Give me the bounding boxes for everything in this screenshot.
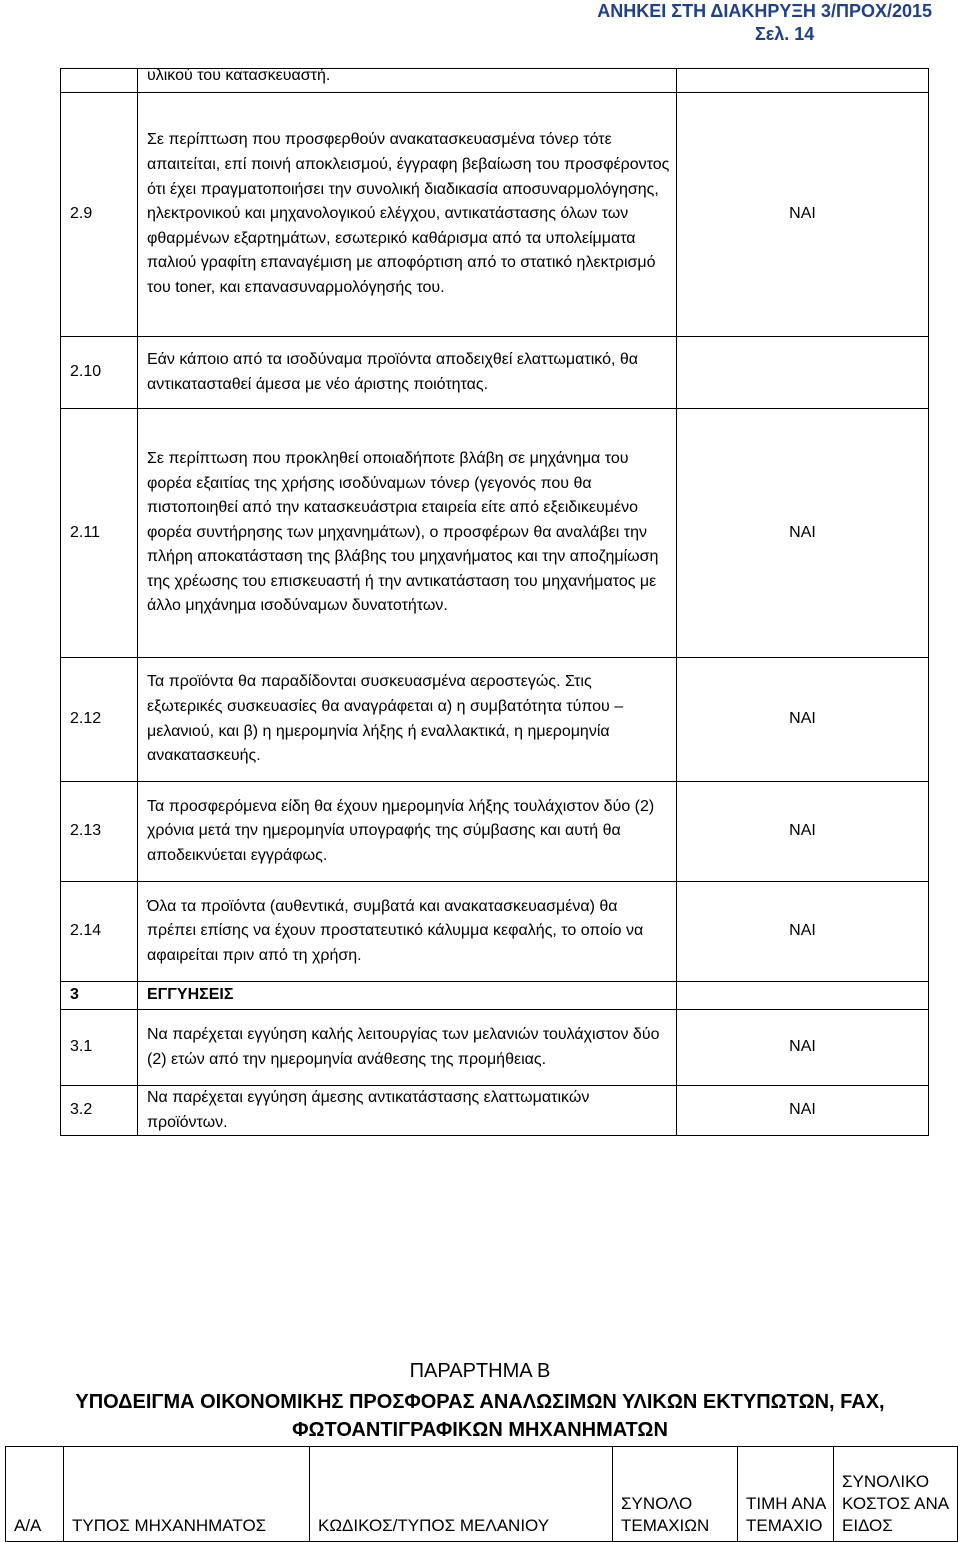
table-row xyxy=(61,658,929,782)
row-number: 2.9 xyxy=(61,93,138,337)
row-number: 2.13 xyxy=(61,782,138,882)
column-header-total-cost: ΣΥΝΟΛΙΚΟ ΚΟΣΤΟΣ ΑΝΑ ΕΙΔΟΣ xyxy=(834,1447,958,1542)
table-row xyxy=(61,69,929,93)
section-number: 3 xyxy=(61,982,138,1010)
row-number: 3.2 xyxy=(61,1086,138,1136)
tender-reference: ΑΝΗΚΕΙ ΣΤΗ ΔΙΑΚΗΡΥΞΗ 3/ΠΡΟΧ/2015 xyxy=(597,1,932,21)
annex-title: ΠΑΡΑΡΤΗΜΑ Β xyxy=(409,1360,551,1382)
row-answer xyxy=(677,337,929,409)
row-text: Τα προϊόντα θα παραδίδονται συσκευασμένα αεροστεγώς. Στις εξωτερικές συσκευασίες θα αναγράφεται α) η συμβατότητα τύπου – μελανιού, και β) η ημερομηνία λήξης ή εναλλακτικά, η ημερομηνία ανακατασκευής. xyxy=(138,658,677,782)
table-row xyxy=(61,1086,929,1136)
table-row xyxy=(61,1010,929,1086)
table-header-row xyxy=(6,1447,958,1542)
row-number: 2.14 xyxy=(61,882,138,982)
row-answer: ΝΑΙ xyxy=(677,1010,929,1086)
row-text: Τα προσφερόμενα είδη θα έχουν ημερομηνία λήξης τουλάχιστον δύο (2) χρόνια μετά την ημερομηνία υπογραφής της σύμβασης και αυτή θα αποδεικνύεται εγγράφως. xyxy=(138,782,677,882)
column-header-aa: Α/Α xyxy=(6,1447,64,1542)
row-text: υλικού του κατασκευαστή. xyxy=(138,69,677,93)
row-text: Όλα τα προϊόντα (αυθεντικά, συμβατά και ανακατασκευασμένα) θα πρέπει επίσης να έχουν προστατευτικό κάλυμμα κεφαλής, το οποίο να αφαιρείται πριν από τη χρήση. xyxy=(138,882,677,982)
row-answer xyxy=(677,69,929,93)
row-answer: ΝΑΙ xyxy=(677,93,929,337)
row-answer: ΝΑΙ xyxy=(677,882,929,982)
row-answer: ΝΑΙ xyxy=(677,658,929,782)
table-row xyxy=(61,93,929,337)
specifications-table xyxy=(60,68,929,1136)
row-text: Σε περίπτωση που προκληθεί οποιαδήποτε βλάβη σε μηχάνημα του φορέα εξαιτίας της χρήσης ισοδύναμων τόνερ (γεγονός που θα πιστοποιηθεί από την κατασκευάστρια εταιρεία είτε από εξειδικευμένο φορέα συντήρησης των μηχανημάτων), ο προσφέρων θα αναλάβει την πλήρη αποκατάσταση της βλάβης του μηχανήματος και την αποζημίωση της χρέωσης του επισκευαστή ή την αντικατάσταση του μηχανήματος με άλλο μηχάνημα ισοδύναμων δυνατοτήτων. xyxy=(138,409,677,658)
row-text: Να παρέχεται εγγύηση άμεσης αντικατάστασης ελαττωματικών προϊόντων. xyxy=(138,1086,677,1136)
column-header-unit-price: ΤΙΜΗ ΑΝΑ ΤΕΜΑΧΙΟ xyxy=(738,1447,834,1542)
financial-offer-table xyxy=(5,1446,958,1542)
section-row xyxy=(61,982,929,1010)
row-text: Σε περίπτωση που προσφερθούν ανακατασκευασμένα τόνερ τότε απαιτείται, επί ποινή αποκλεισμού, έγγραφη βεβαίωση του προσφέροντος ότι έχει πραγματοποιήσει την συνολική διαδικασία αποσυναρμολόγησης, ηλεκτρονικού και μηχανολογικού ελέγχου, αντικατάστασης όλων των φθαρμένων εξαρτημάτων, εσωτερικό καθάρισμα από τα υπολείμματα παλιού γραφίτη επαναγέμιση με αποφόρτιση από το στατικό ηλεκτρισμό του toner, και επανασυναρμολόγησής του. xyxy=(138,93,677,337)
column-header-total-units: ΣΥΝΟΛΟ ΤΕΜΑΧΙΩΝ xyxy=(613,1447,738,1542)
row-answer: ΝΑΙ xyxy=(677,1086,929,1136)
annex-subtitle-line1: ΥΠΟΔΕΙΓΜΑ ΟΙΚΟΝΟΜΙΚΗΣ ΠΡΟΣΦΟΡΑΣ ΑΝΑΛΩΣΙΜΩΝ ΥΛΙΚΩΝ ΕΚΤΥΠΩΤΩΝ, FAX, xyxy=(75,1391,885,1413)
section-title: ΕΓΓΥΗΣΕΙΣ xyxy=(138,982,677,1010)
column-header-ink-code: ΚΩΔΙΚΟΣ/ΤΥΠΟΣ ΜΕΛΑΝΙΟΥ xyxy=(310,1447,613,1542)
row-number xyxy=(61,69,138,93)
row-answer: ΝΑΙ xyxy=(677,409,929,658)
row-number: 2.11 xyxy=(61,409,138,658)
column-header-machine-type: ΤΥΠΟΣ ΜΗΧΑΝΗΜΑΤΟΣ xyxy=(64,1447,310,1542)
page-number: Σελ. 14 xyxy=(754,24,815,44)
table-row xyxy=(61,782,929,882)
annex-subtitle-line2: ΦΩΤΟΑΝΤΙΓΡΑΦΙΚΩΝ ΜΗΧΑΝΗΜΑΤΩΝ xyxy=(292,1419,668,1441)
table-row xyxy=(61,882,929,982)
row-number: 3.1 xyxy=(61,1010,138,1086)
row-text: Εάν κάποιο από τα ισοδύναμα προϊόντα αποδειχθεί ελαττωματικό, θα αντικατασταθεί άμεσα με νέο άριστης ποιότητας. xyxy=(138,337,677,409)
row-number: 2.10 xyxy=(61,337,138,409)
row-answer: ΝΑΙ xyxy=(677,782,929,882)
row-answer xyxy=(677,982,929,1010)
row-number: 2.12 xyxy=(61,658,138,782)
table-row xyxy=(61,409,929,658)
table-row xyxy=(61,337,929,409)
document-header xyxy=(597,0,932,46)
row-text: Να παρέχεται εγγύηση καλής λειτουργίας των μελανιών τουλάχιστον δύο (2) ετών από την ημερομηνία ανάθεσης της προμήθειας. xyxy=(138,1010,677,1086)
